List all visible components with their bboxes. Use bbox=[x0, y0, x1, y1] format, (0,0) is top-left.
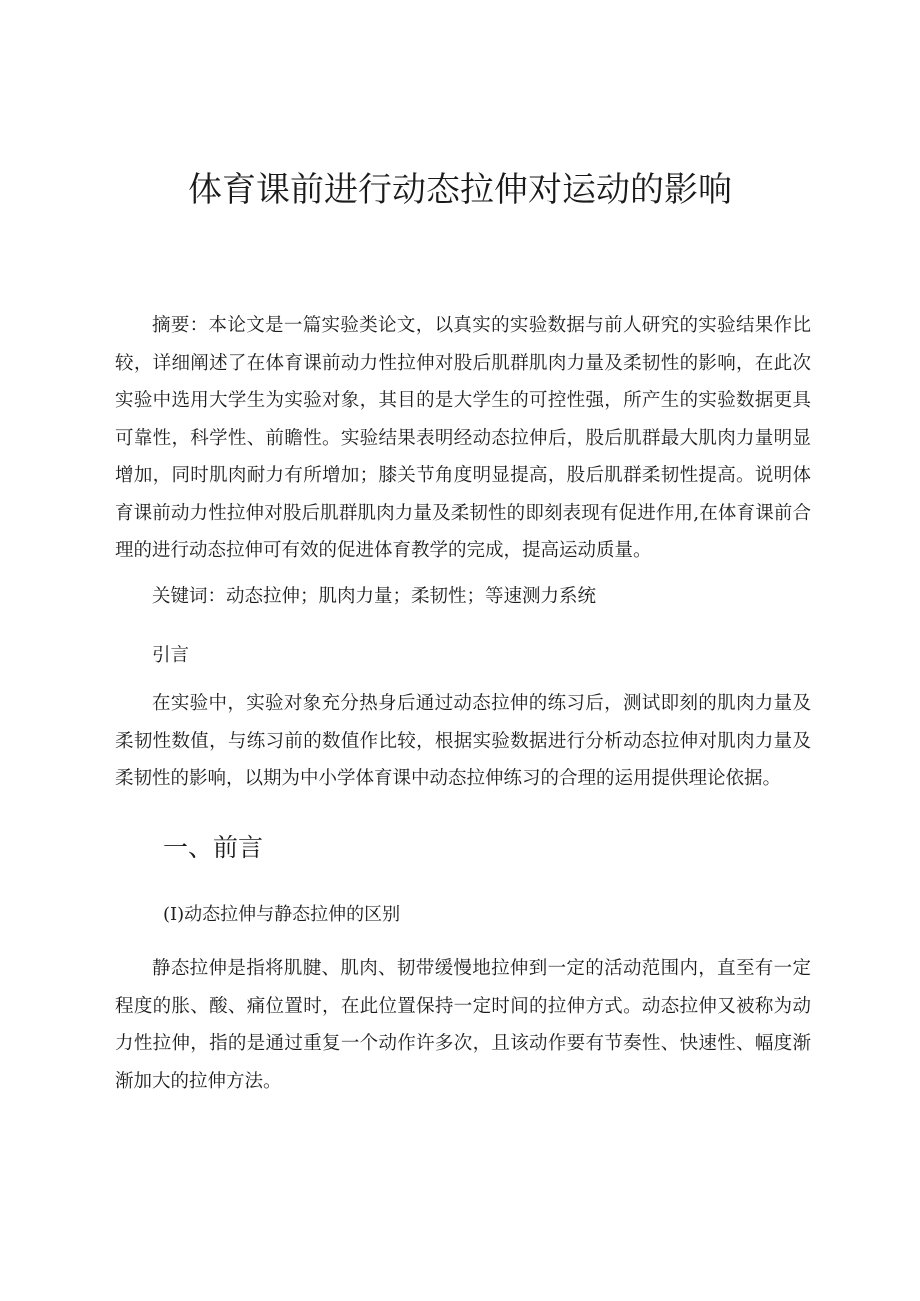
paper-title: 体育课前进行动态拉伸对运动的影响 bbox=[188, 170, 732, 210]
introduction-paragraph: 在实验中，实验对象充分热身后通过动态拉伸的练习后，测试即刻的肌肉力量及柔韧性数值，与练习前的数值作比较，根据实验数据进行分析动态拉伸对肌肉力量及柔韧性的影响，以期为中小学体育课中动态拉伸练习的合理的运用提供理论依据。 bbox=[115, 693, 811, 789]
subsection-heading-stretch-difference: (I)动态拉伸与静态拉伸的区别 bbox=[163, 904, 401, 925]
keywords-paragraph: 关键词：动态拉伸；肌肉力量；柔韧性；等速测力系统 bbox=[152, 586, 597, 607]
introduction-heading: 引言 bbox=[152, 645, 190, 666]
section-heading-preface: 一、前言 bbox=[163, 833, 264, 862]
stretch-difference-paragraph: 静态拉伸是指将肌腱、肌肉、韧带缓慢地拉伸到一定的活动范围内，直至有一定程度的胀、酸、痛位置时，在此位置保持一定时间的拉伸方式。动态拉伸又被称为动力性拉伸，指的是通过重复一个动作许多次，且该动作要有节奏性、快速性、幅度渐渐加大的拉伸方法。 bbox=[115, 958, 811, 1092]
abstract-paragraph: 摘要：本论文是一篇实验类论文，以真实的实验数据与前人研究的实验结果作比较，详细阐述了在体育课前动力性拉伸对股后肌群肌肉力量及柔韧性的影响，在此次实验中选用大学生为实验对象，其目的是大学生的可控性强，所产生的实验数据更具可靠性，科学性、前瞻性。实验结果表明经动态拉伸后，股后肌群最大肌肉力量明显增加，同时肌肉耐力有所增加；膝关节角度明显提高，股后肌群柔韧性提高。说明体育课前动力性拉伸对股后肌群肌肉力量及柔韧性的即刻表现有促进作用,在体育课前合理的进行动态拉伸可有效的促进体育教学的完成，提高运动质量。 bbox=[115, 315, 811, 561]
